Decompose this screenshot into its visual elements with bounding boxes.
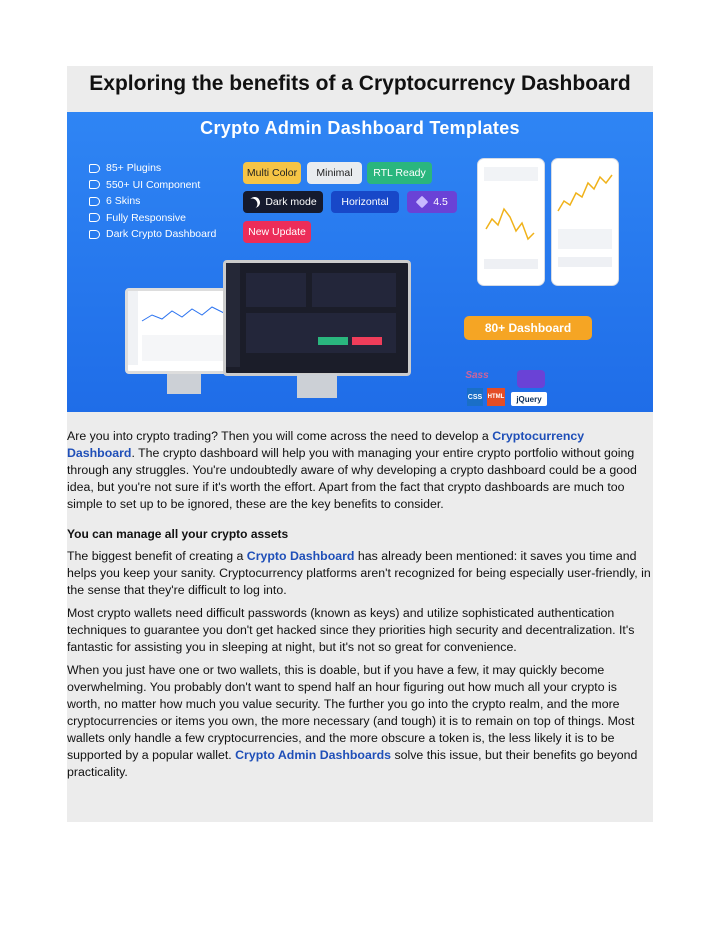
- phone-mockup: [551, 158, 619, 286]
- page-title: Exploring the benefits of a Cryptocurrency Dashboard: [89, 72, 631, 95]
- pointing-hand-icon: [89, 180, 100, 189]
- monitor-mockup-dark: [223, 260, 411, 376]
- pointing-hand-icon: [89, 197, 100, 206]
- sass-logo-icon: Sass: [465, 369, 489, 381]
- feature-item: Fully Responsive: [89, 210, 216, 227]
- pointing-hand-icon: [89, 213, 100, 222]
- jquery-logo-icon: jQuery: [511, 392, 547, 406]
- new-update-badge: New Update: [243, 221, 311, 243]
- minimal-badge: Minimal: [307, 162, 362, 184]
- crypto-dashboard-link[interactable]: Crypto Dashboard: [246, 549, 355, 563]
- banner-title: Crypto Admin Dashboard Templates: [200, 118, 520, 138]
- intro-paragraph: Are you into crypto trading? Then you will come across the need to develop a Cryptocurrency Dashboard. The crypto dashboard will help you with managing your entire crypto portfolio without going through any struggles. You're undoubtedly aware of why developing a crypto dashboard could be a good idea, but you're not sure if it's worth the effort. Apart from the fact that crypto dashboards are much too simple to set up to be ignored, these are the key benefits to consider.: [67, 429, 637, 511]
- moon-icon: [247, 194, 262, 209]
- phone-chart-icon: [478, 159, 544, 285]
- feature-item: 550+ UI Component: [89, 177, 216, 194]
- rating-badge: 4.5: [407, 191, 457, 213]
- horizontal-badge: Horizontal: [331, 191, 399, 213]
- promo-banner-image: [67, 112, 653, 412]
- css3-logo-icon: CSS: [467, 388, 483, 406]
- rtl-ready-badge: RTL Ready: [367, 162, 432, 184]
- body-paragraph: The biggest benefit of creating a Crypto Dashboard has already been mentioned: it saves you time and helps you keep your sanity. Cryptocurrency platforms aren't recognized for being especially user-friendly, in the sense that they're difficult to log into.: [67, 549, 651, 597]
- cube-logo-icon: [416, 196, 429, 209]
- crypto-admin-dashboards-link[interactable]: Crypto Admin Dashboards: [235, 748, 392, 762]
- feature-item: Dark Crypto Dashboard: [89, 226, 216, 243]
- body-paragraph: When you just have one or two wallets, this is doable, but if you have a few, it may quickly become overwhelming. You probably don't want to spend half an hour figuring out how much all your crypto is worth, no matter how much you value security. The further you go into the crypto realm, and the more cryptocurrencies or items you own, the more necessary (and tough) it is to remain on top of things. Most wallets only handle a few cryptocurrencies, and the more obscure a token is, the less likely it is to be supported by a popular wallet. Crypto Admin Dashboards solve this issue, but their benefits go beyond practicality.: [67, 663, 638, 779]
- cryptocurrency-dashboard-link[interactable]: Cryptocurrency Dashboard: [67, 429, 585, 460]
- bootstrap-cube-icon: [517, 370, 545, 388]
- multi-color-badge: Multi Color: [243, 162, 301, 184]
- section-heading: You can manage all your crypto assets: [67, 527, 289, 541]
- phone-chart-icon: [552, 159, 618, 285]
- pointing-hand-icon: [89, 164, 100, 173]
- monitor-stand: [167, 374, 201, 394]
- phone-mockup: [477, 158, 545, 286]
- feature-item: 6 Skins: [89, 193, 216, 210]
- body-paragraph: Most crypto wallets need difficult passwords (known as keys) and utilize sophisticated authentication techniques to guarantee you don't get hacked since they priorities high security and decentralization. It's fantastic for assisting you in sleeping at night, but it's not so great for convenience.: [67, 606, 635, 654]
- article-body: [67, 428, 653, 787]
- pointing-hand-icon: [89, 230, 100, 239]
- html5-logo-icon: HTML: [487, 388, 505, 406]
- monitor-stand: [297, 374, 337, 398]
- feature-item: 85+ Plugins: [89, 160, 216, 177]
- dashboard-count-badge: 80+ Dashboard: [464, 316, 592, 340]
- document-page: [67, 66, 653, 822]
- feature-list: [89, 160, 216, 243]
- dark-mode-badge: Dark mode: [243, 191, 323, 213]
